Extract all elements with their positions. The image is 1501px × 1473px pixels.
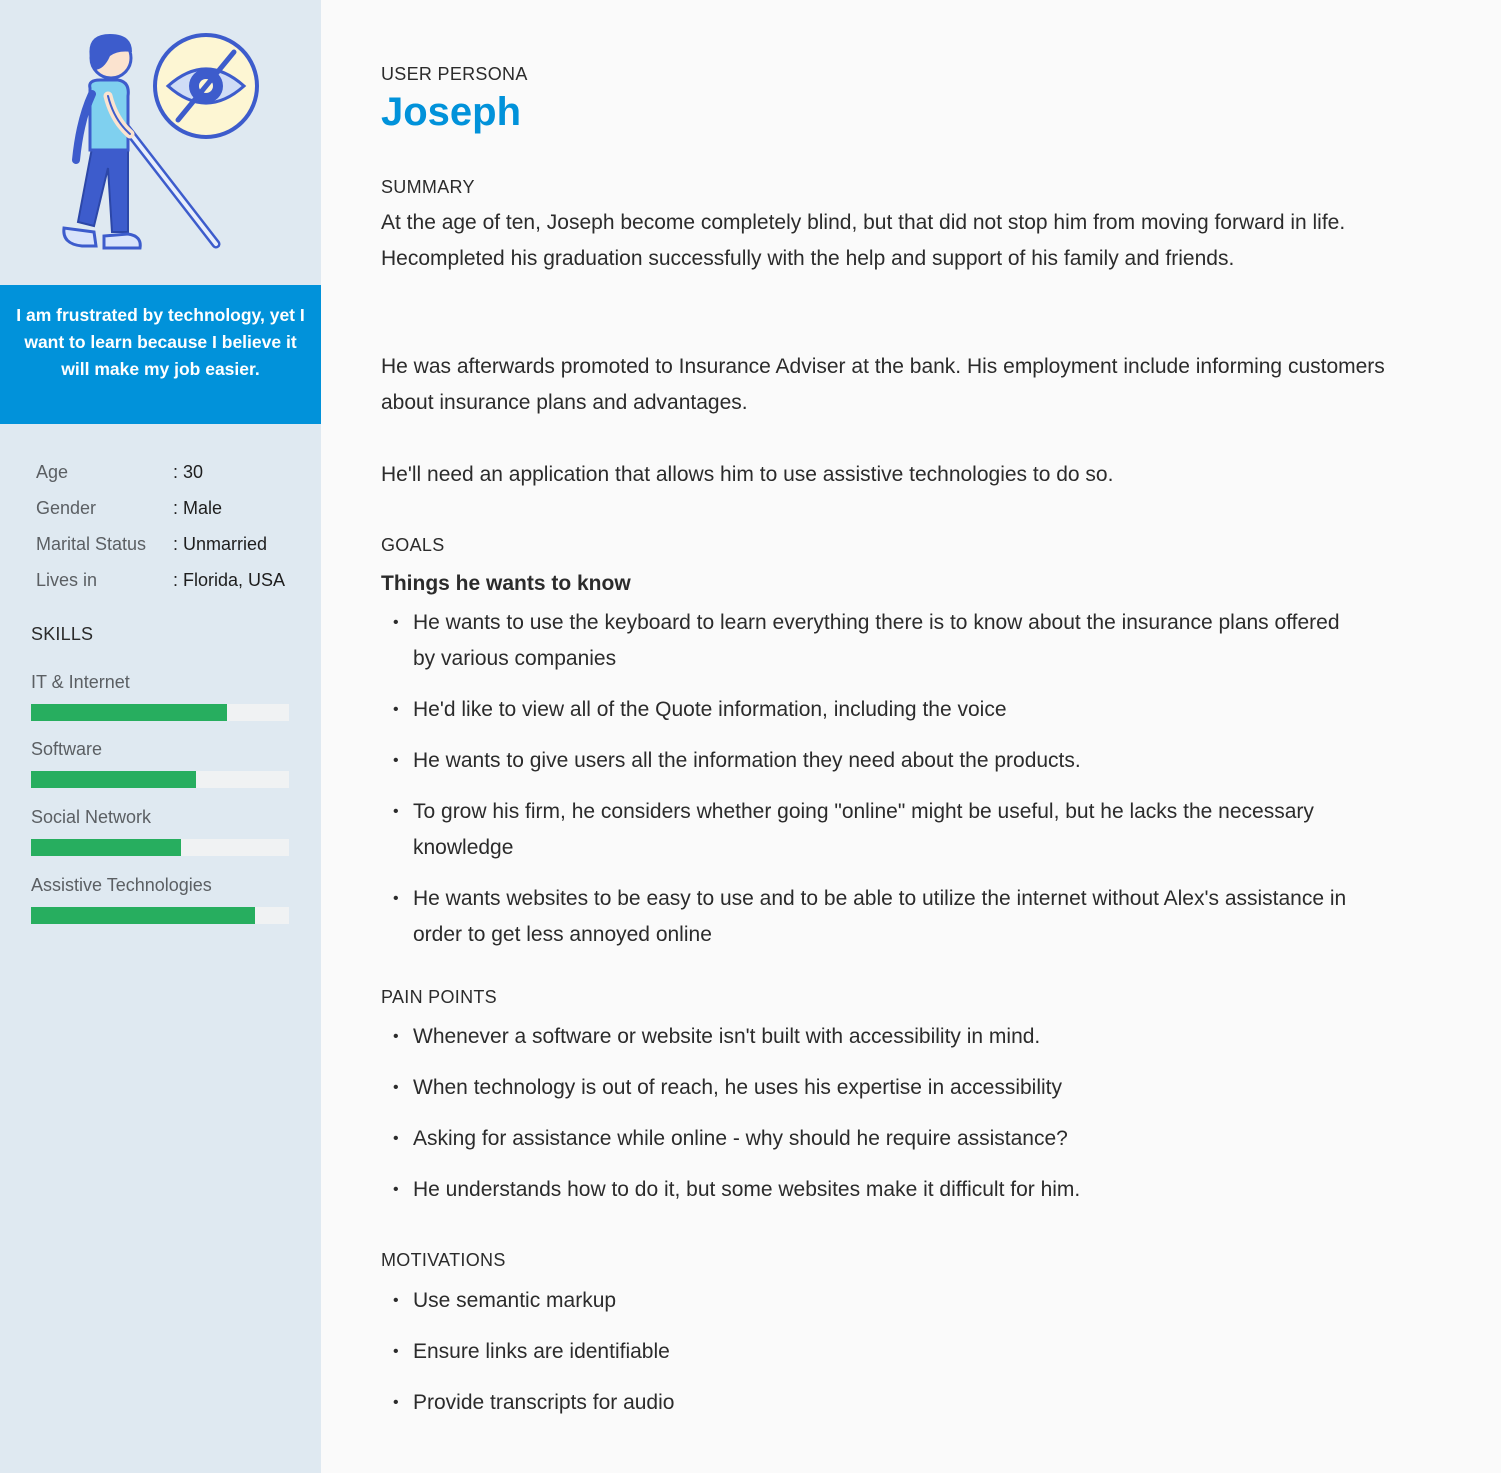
summary-paragraph: He'll need an application that allows him to use assistive technologies to do so.	[381, 463, 1114, 486]
info-row-gender	[36, 490, 306, 526]
summary-paragraph: At the age of ten, Joseph become completely blind, but that did not stop him from moving forward in life. Hecompleted his graduation successfully with the help and support of his family and friends.	[381, 211, 1346, 270]
goals-heading: GOALS	[381, 535, 445, 555]
skill-it-internet	[31, 670, 289, 721]
skill-bar-fill	[31, 704, 227, 721]
motivation-item: • Use semantic markup	[393, 1283, 1353, 1319]
skill-bar-track	[31, 839, 289, 856]
skill-bar-fill	[31, 771, 196, 788]
goal-item: • He wants to use the keyboard to learn everything there is to know about the insurance plans offered by various companies	[393, 605, 1353, 677]
persona-sidebar	[0, 0, 321, 1473]
persona-quote: I am frustrated by technology, yet I want to learn because I believe it will make my job easier.	[0, 285, 321, 424]
summary-paragraph: He was afterwards promoted to Insurance Adviser at the bank. His employment include informing customers about insurance plans and advantages.	[381, 355, 1385, 414]
persona-name: Joseph	[381, 90, 522, 134]
skill-label: Assistive Technologies	[31, 875, 212, 895]
info-value: : Unmarried	[173, 533, 268, 554]
goal-item: • To grow his firm, he considers whether going "online" might be useful, but he lacks the necessary knowledge	[393, 794, 1353, 866]
info-label: Age	[36, 461, 69, 482]
summary-heading: SUMMARY	[381, 177, 475, 197]
info-value: : Male	[173, 497, 223, 518]
skill-bar-track	[31, 907, 289, 924]
skill-assistive-technologies	[31, 873, 289, 924]
motivation-item: • Provide transcripts for audio	[393, 1385, 1353, 1421]
info-label: Marital Status	[36, 533, 147, 554]
info-label: Lives in	[36, 569, 98, 590]
info-row-marital-status	[36, 526, 306, 562]
goal-item: • He wants websites to be easy to use and to be able to utilize the internet without Alex's assistance in order to get less annoyed online	[393, 881, 1353, 953]
pain-point-item: • He understands how to do it, but some websites make it difficult for him.	[393, 1172, 1353, 1208]
pain-point-item: • Asking for assistance while online - why should he require assistance?	[393, 1121, 1353, 1157]
pain-point-item: • When technology is out of reach, he uses his expertise in accessibility	[393, 1070, 1353, 1106]
goal-item: • He'd like to view all of the Quote information, including the voice	[393, 692, 1353, 728]
pain-point-item: • Whenever a software or website isn't built with accessibility in mind.	[393, 1019, 1353, 1055]
skills-heading: SKILLS	[31, 624, 94, 644]
motivation-item: • Ensure links are identifiable	[393, 1334, 1353, 1370]
info-row-lives-in	[36, 562, 306, 598]
goals-subheading: Things he wants to know	[381, 572, 631, 595]
page-eyebrow: USER PERSONA	[381, 64, 528, 84]
skill-bar-fill	[31, 907, 255, 924]
skill-bar-fill	[31, 839, 181, 856]
persona-info	[36, 454, 306, 598]
motivations-heading: MOTIVATIONS	[381, 1250, 506, 1270]
info-value: : 30	[173, 461, 204, 482]
skill-bar-track	[31, 704, 289, 721]
info-row-age	[36, 454, 306, 490]
goal-item: • He wants to give users all the information they need about the products.	[393, 743, 1353, 779]
skill-software	[31, 737, 289, 788]
skill-bar-track	[31, 771, 289, 788]
info-label: Gender	[36, 497, 97, 518]
skill-label: Software	[31, 739, 103, 759]
skill-label: IT & Internet	[31, 672, 130, 692]
skill-label: Social Network	[31, 807, 152, 827]
crossed-eye-icon	[155, 35, 257, 137]
blind-person-illustration	[0, 0, 321, 285]
skill-social-network	[31, 805, 289, 856]
pain-points-heading: PAIN POINTS	[381, 987, 497, 1007]
info-value: : Florida, USA	[173, 569, 286, 590]
